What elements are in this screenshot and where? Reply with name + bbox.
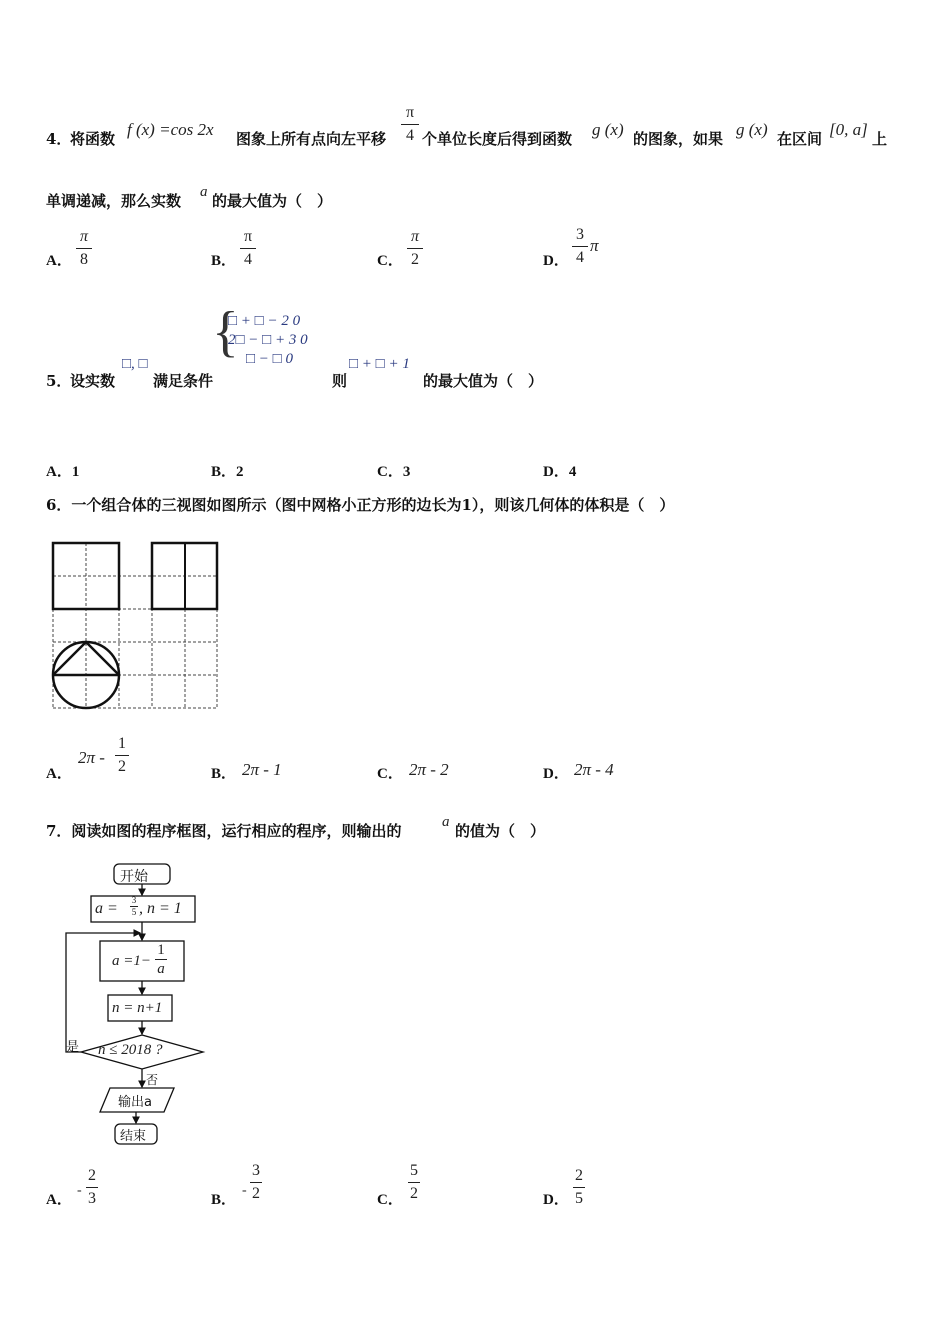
q4-function-g: g (x) bbox=[592, 120, 624, 139]
q7-option-b-fraction bbox=[250, 1162, 262, 1203]
q4-shift-fraction bbox=[401, 104, 419, 145]
flow-init-n: , n = 1 bbox=[139, 900, 182, 917]
q5-option-b-label: B． bbox=[211, 464, 237, 480]
q7-option-d-den: 5 bbox=[575, 1190, 583, 1207]
q7-text-2: 的值为（ ） bbox=[455, 822, 546, 840]
q4-option-b-num: π bbox=[243, 228, 253, 245]
q5-option-a-label: A． bbox=[46, 464, 72, 480]
q7-option-c-num: 5 bbox=[410, 1162, 418, 1179]
q6-option-a-fraction bbox=[115, 735, 129, 776]
q6-option-a-label: A． bbox=[46, 766, 72, 782]
q7-option-b-label: B． bbox=[211, 1192, 237, 1208]
q7-var-a: a bbox=[442, 814, 450, 830]
flow-init-a: a = bbox=[95, 900, 118, 917]
q5-constraint-system bbox=[228, 312, 308, 369]
q7-option-b-num: 3 bbox=[252, 1162, 260, 1179]
q6-option-b-value: 2π - 1 bbox=[242, 760, 282, 779]
q4-option-c-num: π bbox=[410, 228, 419, 245]
q5-option-b bbox=[211, 460, 244, 481]
q4-option-d-suffix: π bbox=[590, 236, 599, 255]
q5-option-d-value: 4 bbox=[568, 464, 577, 480]
grid-lines bbox=[53, 543, 217, 708]
q6-option-a-num: 1 bbox=[118, 735, 126, 752]
q5-text-4: 的最大值为（ ） bbox=[423, 372, 544, 390]
flow-condition-label: n ≤ 2018 ? bbox=[98, 1042, 163, 1058]
q4-function-g-2: g (x) bbox=[736, 120, 768, 139]
q5-vars: □, □ bbox=[122, 356, 148, 372]
q7-option-a-sign: - bbox=[77, 1183, 82, 1198]
q7-option-a-label: A． bbox=[46, 1192, 72, 1208]
q7-option-c-den: 2 bbox=[410, 1185, 418, 1202]
q7-option-c-label: C． bbox=[377, 1192, 403, 1208]
flow-step1-num: 1 bbox=[157, 942, 165, 958]
flow-end-label: 结束 bbox=[120, 1129, 147, 1144]
q5-constraint-3: □ − □ 0 bbox=[246, 351, 293, 367]
q7-option-a-fraction bbox=[86, 1167, 98, 1208]
q7-option-b-sign: - bbox=[242, 1183, 247, 1198]
flow-output-label: 输出a bbox=[118, 1095, 152, 1110]
q4-function-f: f (x) =cos 2x bbox=[127, 120, 214, 139]
q6-option-a-prefix bbox=[78, 748, 105, 768]
q4-option-a-den: 8 bbox=[80, 251, 88, 268]
q5-system-brace: { bbox=[212, 301, 239, 363]
q6-text: 6．一个组合体的三视图如图所示（图中网格小正方形的边长为1），则该几何体的体积是（ ） bbox=[46, 496, 675, 514]
q4-text-6: 上 bbox=[872, 130, 888, 148]
q4-option-b-label: B． bbox=[211, 253, 237, 269]
q4-option-d-fraction bbox=[572, 226, 588, 267]
q7-option-d-fraction bbox=[573, 1167, 585, 1208]
flow-init-den: 5 bbox=[131, 907, 137, 917]
q4-text-2: 图象上所有点向左平移 bbox=[236, 130, 387, 148]
q5-option-c-value: 3 bbox=[402, 464, 411, 480]
q4-option-b-den: 4 bbox=[244, 251, 252, 268]
q7-text-1: 7．阅读如图的程序框图，运行相应的程序，则输出的 bbox=[46, 822, 402, 840]
q4-line2-text-1: 单调递减，那么实数 bbox=[46, 192, 182, 210]
flow-start-label: 开始 bbox=[120, 869, 148, 885]
three-view-diagram bbox=[50, 540, 220, 712]
q4-option-d-num: 3 bbox=[576, 226, 584, 243]
q5-option-c bbox=[377, 460, 410, 481]
q4-text-1: 将函数 bbox=[70, 130, 116, 148]
q5-option-d-label: D． bbox=[543, 464, 569, 480]
q7-option-d-label: D． bbox=[543, 1192, 569, 1208]
q4-option-c-den: 2 bbox=[411, 251, 419, 268]
q5-option-a-value: 1 bbox=[71, 464, 80, 480]
q5-text-1: 设实数 bbox=[70, 372, 116, 390]
q6-option-d-label: D． bbox=[543, 766, 569, 782]
q7-option-a-den: 3 bbox=[88, 1190, 96, 1207]
q4-number: 4． bbox=[46, 130, 72, 148]
q4-text-4: 的图象，如果 bbox=[633, 130, 724, 148]
q4-option-d-den: 4 bbox=[576, 249, 584, 266]
q7-option-b-den: 2 bbox=[252, 1185, 260, 1202]
q4-option-d-label: D． bbox=[543, 253, 569, 269]
q7-option-c-fraction bbox=[408, 1162, 420, 1203]
q6-option-c-label: C． bbox=[377, 766, 403, 782]
q4-text-3: 个单位长度后得到函数 bbox=[422, 130, 573, 148]
q5-option-a bbox=[46, 460, 79, 481]
q4-option-a-label: A． bbox=[46, 253, 72, 269]
q5-option-c-label: C． bbox=[377, 464, 403, 480]
q6-option-d-value: 2π - 4 bbox=[574, 760, 614, 779]
flow-init-num: 3 bbox=[131, 895, 137, 905]
flow-no-label: 否 bbox=[146, 1073, 159, 1087]
q4-shift-num: π bbox=[405, 104, 415, 121]
q6-option-a-prefix-text: 2π - bbox=[78, 748, 105, 767]
flow-yes-label: 是 bbox=[66, 1040, 80, 1055]
q5-option-d bbox=[543, 460, 576, 481]
q6-option-c-value: 2π - 2 bbox=[409, 760, 449, 779]
flow-init-fraction bbox=[130, 896, 138, 917]
q4-var-a: a bbox=[200, 184, 208, 200]
q4-option-c-label: C． bbox=[377, 253, 403, 269]
q5-constraint-1: □ + □ − 2 0 bbox=[228, 313, 301, 329]
q4-option-a-num: π bbox=[79, 228, 88, 245]
q5-number: 5． bbox=[46, 372, 72, 390]
q4-line2-text-2: 的最大值为（ ） bbox=[212, 192, 333, 210]
q4-shift-den: 4 bbox=[406, 127, 414, 144]
q7-option-d-num: 2 bbox=[575, 1167, 583, 1184]
q4-option-a-fraction bbox=[76, 228, 92, 269]
flow-step2-label: n = n+1 bbox=[112, 1000, 163, 1016]
q6-option-a-den: 2 bbox=[118, 758, 126, 775]
q4-option-c-fraction bbox=[407, 228, 423, 269]
q4-option-b-fraction bbox=[240, 228, 256, 269]
flow-step1-den: a bbox=[157, 961, 165, 977]
q5-constraint-2: 2□ − □ + 3 0 bbox=[228, 332, 308, 348]
q4-text-5: 在区间 bbox=[777, 130, 823, 148]
flow-step1-fraction bbox=[155, 942, 167, 977]
q5-text-2: 满足条件 bbox=[153, 372, 214, 390]
q5-objective: □ + □ + 1 bbox=[349, 356, 410, 372]
flow-loop-back bbox=[66, 933, 140, 1052]
q7-option-a-num: 2 bbox=[88, 1167, 96, 1184]
q4-interval: [0, a] bbox=[829, 120, 868, 139]
q5-option-b-value: 2 bbox=[236, 464, 244, 480]
q5-text-3: 则 bbox=[332, 372, 348, 390]
flow-step1-label: a =1− bbox=[112, 953, 151, 969]
q6-option-b-label: B． bbox=[211, 766, 237, 782]
